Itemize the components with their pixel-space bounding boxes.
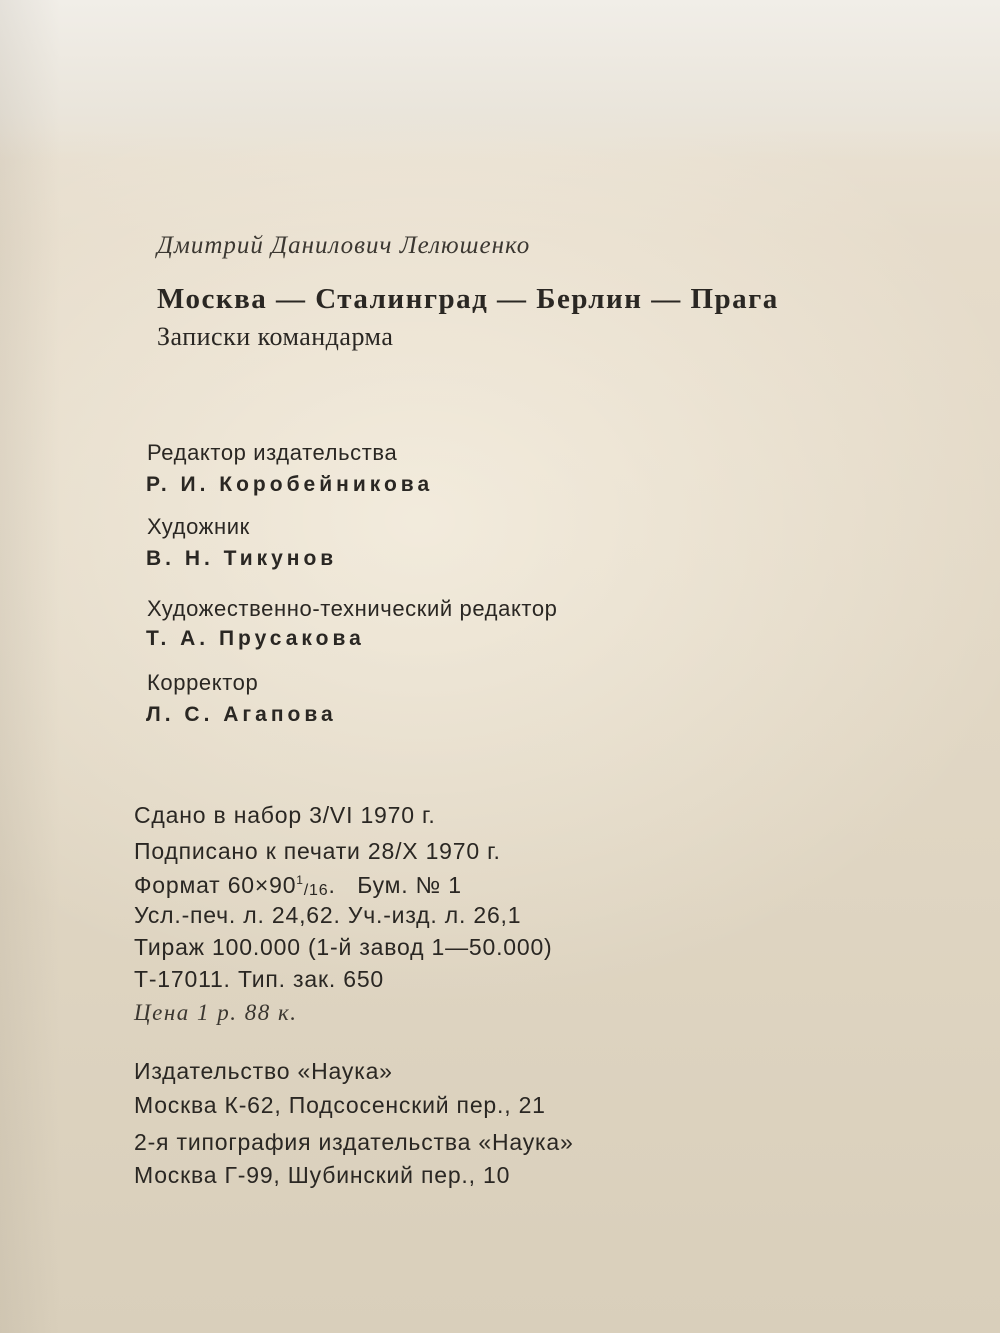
author-name: Дмитрий Данилович Лелюшенко bbox=[157, 232, 531, 259]
show-through-text bbox=[700, 0, 1000, 1000]
imprint-format-sub: /16 bbox=[303, 882, 329, 899]
credit-role-proofreader: Корректор bbox=[147, 670, 259, 695]
imprint-sheets: Усл.-печ. л. 24,62. Уч.-изд. л. 26,1 bbox=[134, 902, 522, 928]
credit-role-editor: Редактор издательства bbox=[147, 440, 398, 465]
imprint-format-prefix: Формат 60×90 bbox=[134, 872, 297, 898]
imprint-order: Т-17011. Тип. зак. 650 bbox=[134, 966, 385, 992]
book-title: Москва — Сталинград — Берлин — Прага bbox=[157, 283, 779, 315]
book-subtitle: Записки командарма bbox=[157, 322, 394, 351]
credit-name-tech-editor: Т. А. Прусакова bbox=[146, 627, 365, 650]
credit-role-artist: Художник bbox=[147, 514, 250, 539]
publisher-address: Москва К-62, Подсосенский пер., 21 bbox=[134, 1092, 546, 1118]
credit-role-tech-editor: Художественно-технический редактор bbox=[147, 596, 558, 621]
credit-name-artist: В. Н. Тикунов bbox=[146, 547, 338, 570]
credit-name-editor: Р. И. Коробейникова bbox=[146, 473, 434, 496]
imprint-paper: Бум. № 1 bbox=[357, 872, 462, 898]
imprint-signed-date: Подписано к печати 28/X 1970 г. bbox=[134, 838, 501, 864]
credit-name-proofreader: Л. С. Агапова bbox=[146, 703, 337, 726]
imprint-print-run: Тираж 100.000 (1-й завод 1—50.000) bbox=[134, 934, 553, 960]
printer-address: Москва Г-99, Шубинский пер., 10 bbox=[134, 1162, 511, 1188]
imprint-typeset-date: Сдано в набор 3/VI 1970 г. bbox=[134, 802, 436, 828]
printer-name: 2-я типография издательства «Наука» bbox=[134, 1129, 574, 1155]
publisher-name: Издательство «Наука» bbox=[134, 1058, 393, 1084]
page-shadow bbox=[0, 0, 60, 1333]
imprint-format: Формат $60\times 90^1_{/16}$. Бум. № 1 bbox=[134, 872, 462, 899]
imprint-price: Цена 1 р. 88 к. bbox=[134, 1000, 298, 1025]
imprint-format-sup: 1 bbox=[296, 873, 304, 887]
